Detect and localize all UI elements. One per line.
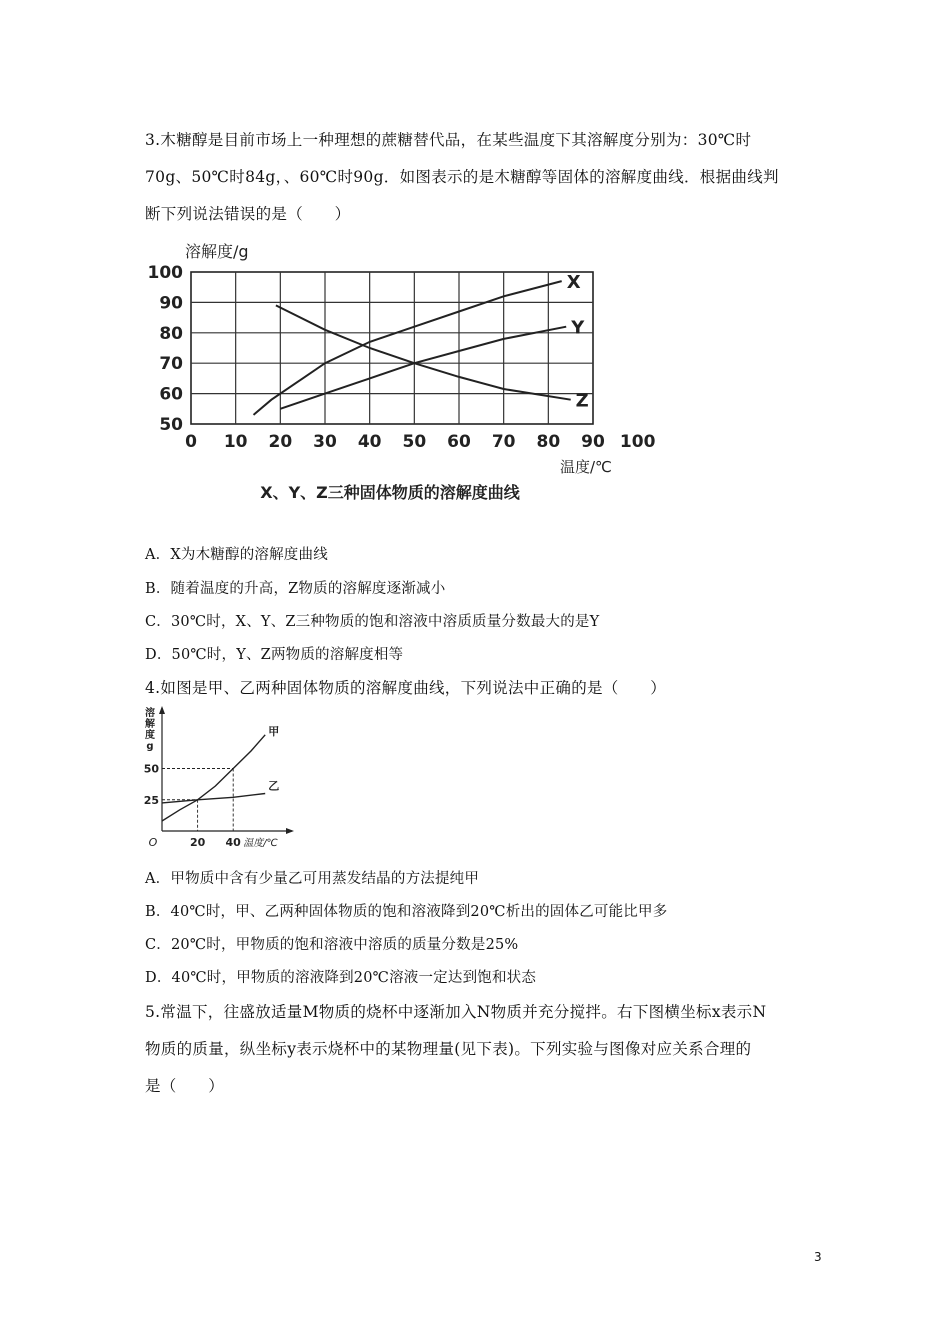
chart1-y-tick-label: 60 [159,384,183,405]
q3-option-a: A．X为木糖醇的溶解度曲线 [145,547,328,563]
q3-option-d: D．50℃时，Y、Z两物质的溶解度相等 [145,647,404,663]
chart1-grid [191,272,593,424]
series-z-label: Z [575,390,589,412]
series-yi-line [162,794,265,803]
chart1-x-tick-label: 100 [619,432,656,452]
chart1-x-tick-label: 50 [402,432,427,452]
chart1-x-tick-label: 20 [268,432,293,452]
q3-option-c: C．30℃时，X、Y、Z三种物质的饱和溶液中溶质质量分数最大的是Y [145,614,600,630]
chart1-y-tick-label: 100 [147,263,183,283]
chart2-y-label-char: 解 [145,719,155,730]
series-yi-label: 乙 [268,779,280,793]
chart1-x-tick-label: 90 [581,432,605,452]
chart2-y-label-char: 度 [145,730,155,741]
series-y-label: Y [571,317,585,339]
q4-option-a: A．甲物质中含有少量乙可用蒸发结晶的方法提纯甲 [145,871,480,887]
series-x-line [254,281,562,415]
chart1-y-tick-label: 90 [159,293,183,314]
q4-line-1: 4.如图是甲、乙两种固体物质的溶解度曲线，下列说法中正确的是（ ） [145,679,666,697]
q5-line-3: 是（ ） [145,1077,225,1095]
chart1-x-tick-label: 10 [223,432,248,452]
q4-option-d: D．40℃时，甲物质的溶液降到20℃溶液一定达到饱和状态 [145,970,537,986]
solubility-chart-jia-yi [140,700,300,850]
chart2-origin-label: O [148,836,158,849]
chart1-y-tick-label: 80 [159,323,183,344]
series-x-label: X [566,272,581,294]
chart1-x-tick-label: 0 [185,432,197,452]
q3-option-b: B．随着温度的升高，Z物质的溶解度逐渐减小 [145,581,446,597]
chart2-series [162,725,279,821]
q5-line-1: 5.常温下，往盛放适量M物质的烧杯中逐渐加入N物质并充分搅拌。右下图横坐标x表示N [145,1003,767,1021]
q3-line-2: 70g、50℃时84g，、60℃时90g．如图表示的是木糖醇等固体的溶解度曲线．根据曲线判 [145,168,779,186]
chart2-y-arrow [159,706,165,714]
series-z-line [276,305,571,399]
chart2-y-label-char: 溶 [145,708,155,719]
chart2-x-axis-label: 温度/℃ [243,838,278,849]
q5-line-2: 物质的质量，纵坐标y表示烧杯中的某物理量(见下表)。下列实验与图像对应关系合理的 [145,1040,752,1058]
series-jia-label: 甲 [268,724,280,738]
q3-line-1: 3.木糖醇是目前市场上一种理想的蔗糖替代品，在某些温度下其溶解度分别为：30℃时 [145,131,752,149]
chart1-x-tick-label: 40 [357,432,382,452]
chart2-x-arrow [286,828,294,834]
chart2-y-label-char: g [146,741,154,752]
chart1-y-axis-label: 溶解度/g [185,242,249,261]
q3-line-3: 断下列说法错误的是（ ） [145,205,351,223]
q4-option-c: C．20℃时，甲物质的饱和溶液中溶质的质量分数是25% [145,937,519,953]
chart1-title: X、Y、Z三种固体物质的溶解度曲线 [260,483,520,502]
chart1-x-tick-label: 60 [447,432,471,452]
q4-option-b: B．40℃时，甲、乙两种固体物质的饱和溶液降到20℃析出的固体乙可能比甲多 [145,904,668,920]
chart1-y-tick-label: 70 [159,354,183,375]
chart1-x-tick-label: 80 [536,432,561,452]
series-jia-line [162,735,265,821]
series-y-line [280,327,566,409]
chart1-x-tick-label: 70 [491,432,516,452]
chart2-y-tick-label: 50 [143,762,159,776]
solubility-chart-xyz [140,235,656,525]
chart1-x-tick-label: 30 [313,432,337,452]
chart2-x-tick-label: 40 [225,836,241,849]
chart2-y-tick-label: 25 [143,793,159,807]
chart1-x-axis-label: 温度/℃ [560,458,612,476]
chart1-plot-frame [191,272,593,424]
chart1-y-tick-label: 50 [159,415,183,435]
chart2-x-tick-label: 20 [189,836,206,849]
page-number: 3 [814,1250,822,1264]
